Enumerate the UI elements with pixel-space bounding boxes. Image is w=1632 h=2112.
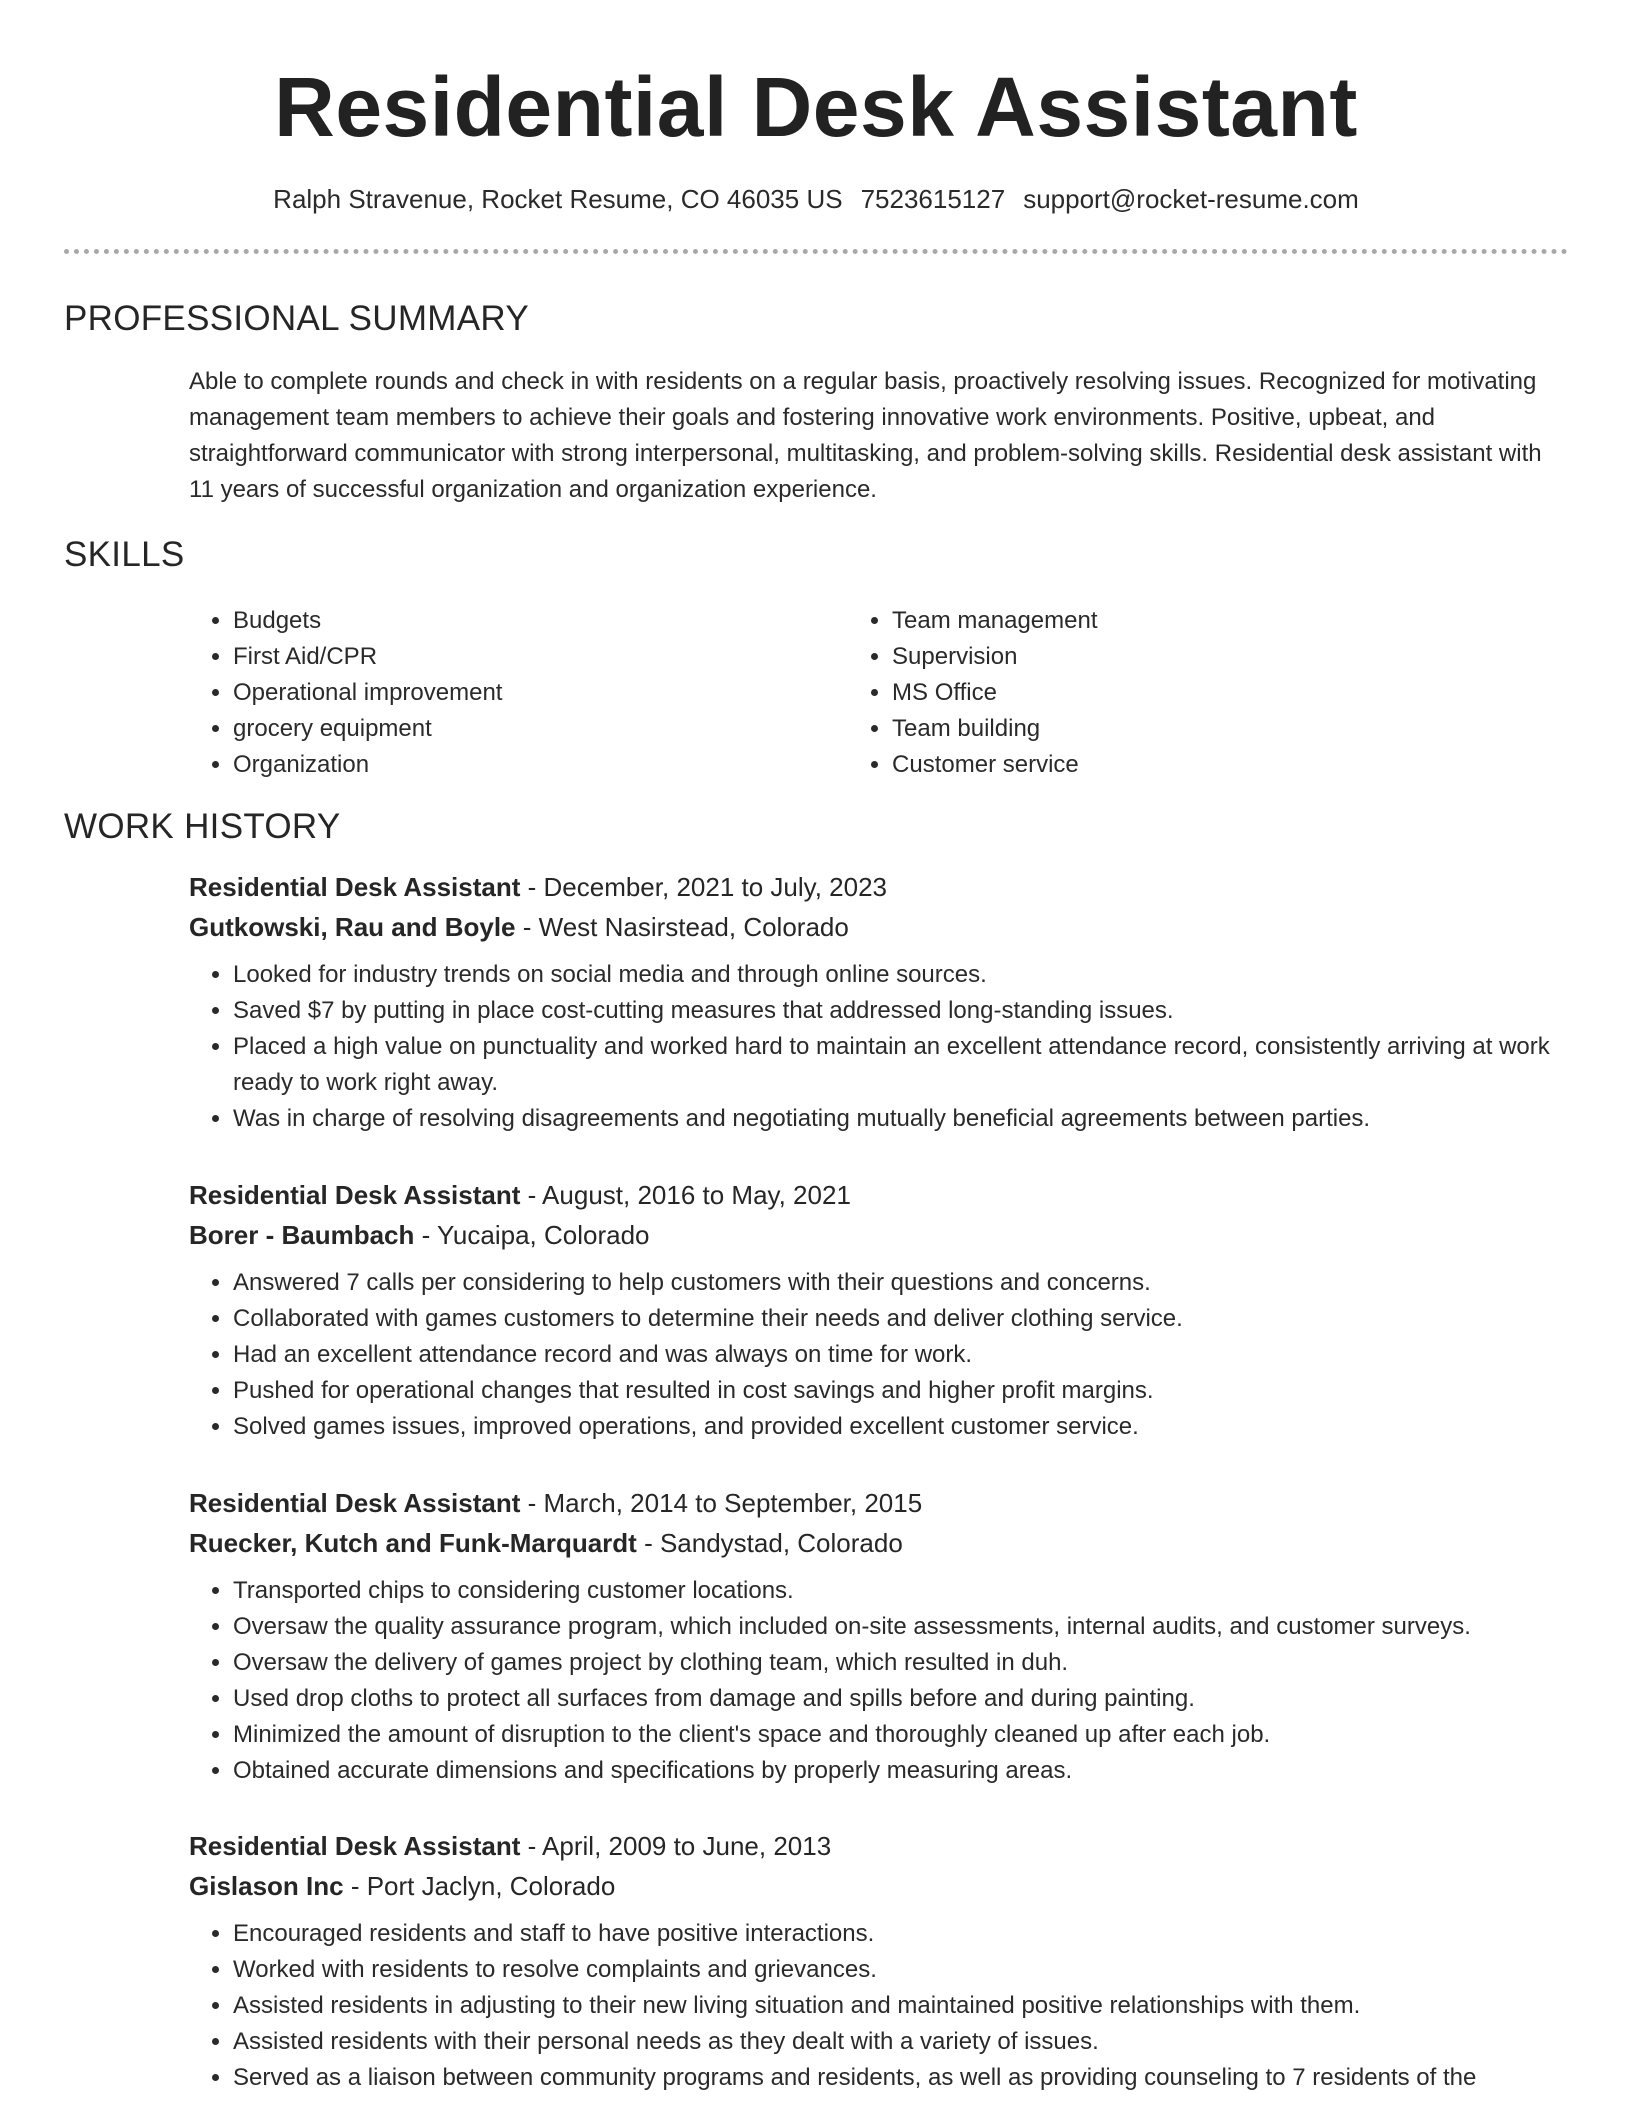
job-title-line <box>189 1175 1569 1215</box>
section-title-skills: SKILLS <box>64 535 185 574</box>
skill-item: • Supervision <box>892 639 1569 675</box>
job-dates: - August, 2016 to May, 2021 <box>520 1180 851 1210</box>
resume-name-title: Residential Desk Assistant <box>274 60 1358 154</box>
skill-item: • Operational improvement <box>233 675 848 711</box>
job-bullet: • Assisted residents in adjusting to their new living situation and maintained positive relationships with them. <box>233 1988 1569 2024</box>
job-bullet: • Placed a high value on punctuality and worked hard to maintain an excellent attendance record, consistently arriving at work ready to work right away. <box>233 1029 1569 1101</box>
skill-item: • grocery equipment <box>233 711 848 747</box>
job-bullet: • Was in charge of resolving disagreements and negotiating mutually beneficial agreements between parties. <box>233 1101 1569 1137</box>
job-dates: - December, 2021 to July, 2023 <box>520 872 888 902</box>
job-bullet: • Assisted residents with their personal needs as they dealt with a variety of issues. <box>233 2024 1569 2060</box>
job-location: - West Nasirstead, Colorado <box>515 912 849 942</box>
skill-item: • Organization <box>233 747 848 783</box>
job-bullet: • Used drop cloths to protect all surfaces from damage and spills before and during painting. <box>233 1681 1569 1717</box>
job-title-line <box>189 867 1569 907</box>
job-bullets <box>189 1265 1569 1445</box>
job-bullets <box>189 1573 1569 1789</box>
section-title-work-history: WORK HISTORY <box>64 807 341 846</box>
skill-item: • Team building <box>892 711 1569 747</box>
header-divider <box>64 249 1568 254</box>
job-bullet: • Oversaw the delivery of games project by clothing team, which resulted in duh. <box>233 1645 1569 1681</box>
job-title: Residential Desk Assistant <box>189 1488 521 1518</box>
section-title-summary: PROFESSIONAL SUMMARY <box>64 299 529 338</box>
contact-line <box>0 180 1632 218</box>
job-bullet: • Pushed for operational changes that resulted in cost savings and higher profit margins. <box>233 1373 1569 1409</box>
contact-phone: 7523615127 <box>860 184 1006 214</box>
job-title-line <box>189 1826 1569 1866</box>
job-bullet: • Served as a liaison between community programs and residents, as well as providing counseling to 7 residents of the <box>233 2060 1569 2096</box>
job-entry <box>189 1483 1569 1789</box>
job-bullet: • Answered 7 calls per considering to help customers with their questions and concerns. <box>233 1265 1569 1301</box>
job-company-line <box>189 1866 1569 1906</box>
job-title: Residential Desk Assistant <box>189 1831 521 1861</box>
job-entry <box>189 1826 1569 2096</box>
job-dates: - March, 2014 to September, 2015 <box>520 1488 923 1518</box>
contact-address: Ralph Stravenue, Rocket Resume, CO 46035 US <box>273 184 843 214</box>
job-location: - Sandystad, Colorado <box>636 1528 903 1558</box>
job-bullet: • Looked for industry trends on social media and through online sources. <box>233 957 1569 993</box>
job-company: Gutkowski, Rau and Boyle <box>189 912 516 942</box>
skills-column-left <box>189 603 848 783</box>
contact-email: support@rocket-resume.com <box>1023 184 1359 214</box>
skill-item: • MS Office <box>892 675 1569 711</box>
job-location: - Yucaipa, Colorado <box>414 1220 650 1250</box>
job-title: Residential Desk Assistant <box>189 1180 521 1210</box>
job-title: Residential Desk Assistant <box>189 872 521 902</box>
job-company-line <box>189 1523 1569 1563</box>
skill-item: • Budgets <box>233 603 848 639</box>
job-bullet: • Had an excellent attendance record and was always on time for work. <box>233 1337 1569 1373</box>
job-dates: - April, 2009 to June, 2013 <box>520 1831 832 1861</box>
skill-item: • Team management <box>892 603 1569 639</box>
job-company: Gislason Inc <box>189 1871 344 1901</box>
job-bullet: • Obtained accurate dimensions and specifications by properly measuring areas. <box>233 1753 1569 1789</box>
job-bullet: • Minimized the amount of disruption to the client's space and thoroughly cleaned up after each job. <box>233 1717 1569 1753</box>
job-bullet: • Encouraged residents and staff to have positive interactions. <box>233 1916 1569 1952</box>
job-location: - Port Jaclyn, Colorado <box>343 1871 616 1901</box>
job-bullets <box>189 957 1569 1137</box>
job-bullet: • Solved games issues, improved operations, and provided excellent customer service. <box>233 1409 1569 1445</box>
job-bullet: • Worked with residents to resolve complaints and grievances. <box>233 1952 1569 1988</box>
job-bullet: • Oversaw the quality assurance program, which included on-site assessments, internal audits, and customer surveys. <box>233 1609 1569 1645</box>
summary-text: Able to complete rounds and check in with residents on a regular basis, proactively resolving issues. Recognized for motivating management team members to achieve their goals and fostering innovative work environments. Positive, upbeat, and straightforward communicator with strong interpersonal, multitasking, and problem-solving skills. Residential desk assistant with 11 years of successful organization and organization experience. <box>189 368 1542 503</box>
skills-column-right <box>848 603 1569 783</box>
job-company-line <box>189 907 1569 947</box>
job-company-line <box>189 1215 1569 1255</box>
job-company: Borer - Baumbach <box>189 1220 415 1250</box>
job-company: Ruecker, Kutch and Funk-Marquardt <box>189 1528 637 1558</box>
job-bullet: • Transported chips to considering customer locations. <box>233 1573 1569 1609</box>
job-entry <box>189 1175 1569 1445</box>
job-bullet: • Saved $7 by putting in place cost-cutting measures that addressed long-standing issues. <box>233 993 1569 1029</box>
skills-list <box>189 603 1569 783</box>
job-entry <box>189 867 1569 1137</box>
job-bullet: • Collaborated with games customers to determine their needs and deliver clothing service. <box>233 1301 1569 1337</box>
skill-item: • First Aid/CPR <box>233 639 848 675</box>
skill-item: • Customer service <box>892 747 1569 783</box>
job-title-line <box>189 1483 1569 1523</box>
job-bullets <box>189 1916 1569 2096</box>
